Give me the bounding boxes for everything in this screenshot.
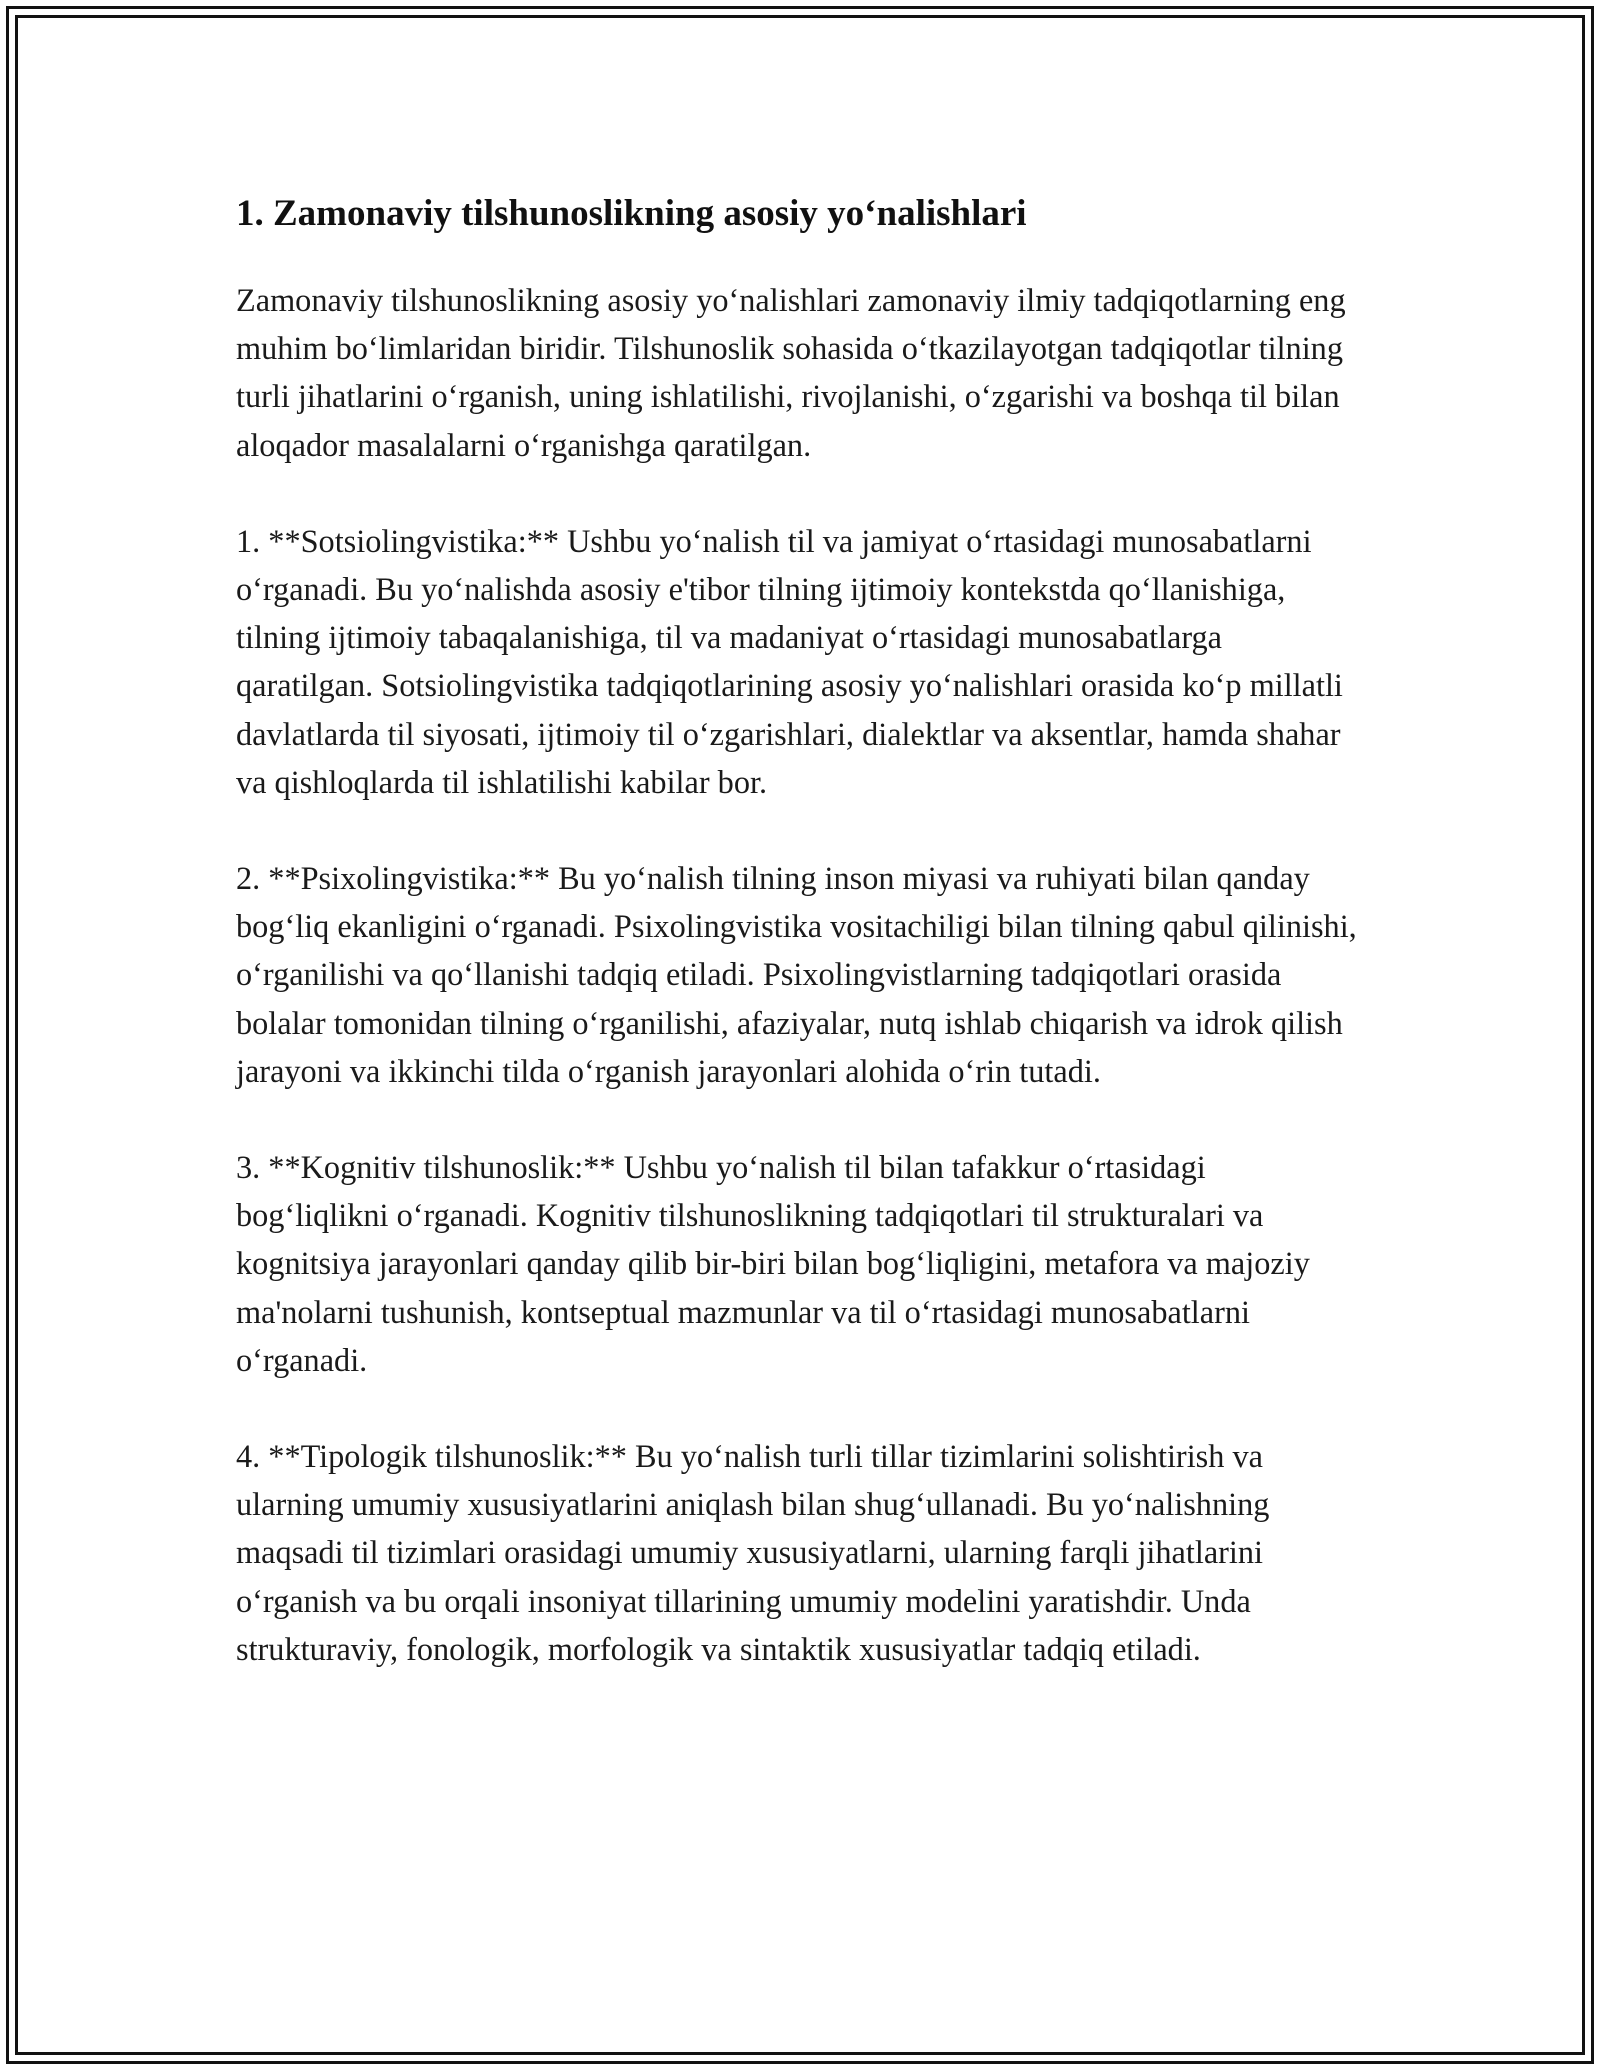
document-title: 1. Zamonaviy tilshunoslikning asosiy yo‘nalishlari	[236, 193, 1027, 234]
cognitive-linguistics-paragraph: 3. **Kognitiv tilshunoslik:** Ushbu yo‘nalish til bilan tafakkur o‘rtasidagi bog‘liqlikni o‘rganadi. Kognitiv tilshunoslikning tadqiqotlari til strukturalari va kognitsiya jarayonlari qanday qilib bir-biri bilan bog‘liqligini, metafora va majoziy ma'nolarni tushunish, kontseptual mazmunlar va til o‘rtasidagi munosabatlarni o‘rganadi.	[236, 1149, 1310, 1378]
sociolinguistics-paragraph: 1. **Sotsiolingvistika:** Ushbu yo‘nalish til va jamiyat o‘rtasidagi munosabatlarni o‘rganadi. Bu yo‘nalishda asosiy e'tibor tilning ijtimoiy kontekstda qo‘llanishiga, tilning ijtimoiy tabaqalanishiga, til va madaniyat o‘rtasidagi munosabatlarga qaratilgan. Sotsiolingvistika tadqiqotlarining asosiy yo‘nalishlari orasida ko‘p millatli davlatlarda til siyosati, ijtimoiy til o‘zgarishlari, dialektlar va aksentlar, hamda shahar va qishloqlarda til ishlatilishi kabilar bor.	[236, 522, 1343, 800]
psycholinguistics-paragraph: 2. **Psixolingvistika:** Bu yo‘nalish tilning inson miyasi va ruhiyati bilan qanday bog‘liq ekanligini o‘rganadi. Psixolingvistika vositachiligi bilan tilning qabul qilinishi, o‘rganilishi va qo‘llanishi tadqiq etiladi. Psixolingvistlarning tadqiqotlari orasida bolalar tomonidan tilning o‘rganilishi, afaziyalar, nutq ishlab chiqarish va idrok qilish jarayoni va ikkinchi tilda o‘rganish jarayonlari alohida o‘rin tutadi.	[236, 860, 1357, 1089]
typological-linguistics-paragraph: 4. **Tipologik tilshunoslik:** Bu yo‘nalish turli tillar tizimlarini solishtirish va ularning umumiy xususiyatlarini aniqlash bilan shug‘ullanadi. Bu yo‘nalishning maqsadi til tizimlari orasidagi umumiy xususiyatlarni, ularning farqli jihatlarini o‘rganish va bu orqali insoniyat tillarining umumiy modelini yaratishdir. Unda strukturaviy, fonologik, morfologik va sintaktik xususiyatlar tadqiq etiladi.	[236, 1438, 1270, 1667]
document-body	[236, 186, 1366, 1673]
intro-paragraph: Zamonaviy tilshunoslikning asosiy yo‘nalishlari zamonaviy ilmiy tadqiqotlarning eng muhim bo‘limlaridan biridir. Tilshunoslik sohasida o‘tkazilayotgan tadqiqotlar tilning turli jihatlarini o‘rganish, uning ishlatilishi, rivojlanishi, o‘zgarishi va boshqa til bilan aloqador masalalarni o‘rganishga qaratilgan.	[236, 282, 1346, 463]
